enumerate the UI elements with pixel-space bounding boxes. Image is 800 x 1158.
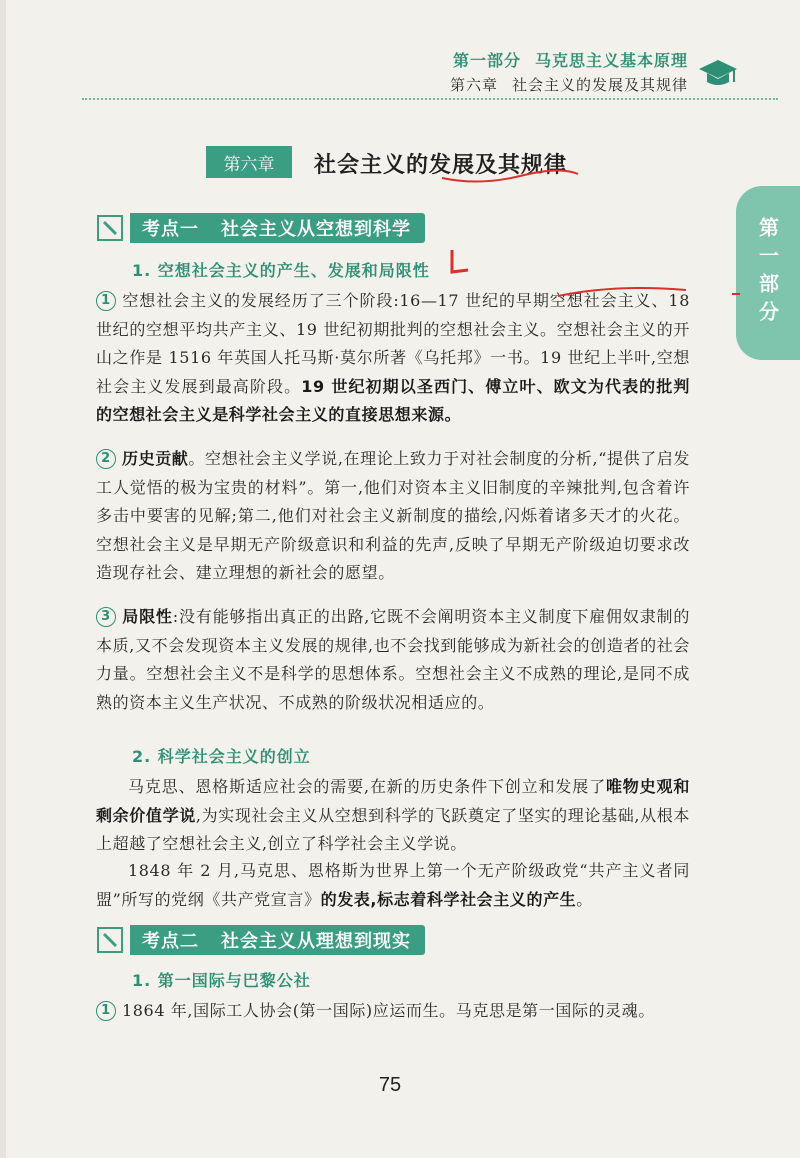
paragraph-text: 1864 年,国际工人协会(第一国际)应运而生。马克思是第一国际的灵魂。 [122, 1001, 655, 1020]
section-heading: 1. 第一国际与巴黎公社 [132, 971, 311, 990]
side-tab-label: 第一部分 [755, 217, 780, 329]
section-heading: 2. 科学社会主义的创立 [132, 747, 311, 766]
part-title: 马克思主义基本原理 [534, 51, 688, 70]
paragraph-historical-contribution [96, 445, 690, 588]
paragraph-bold: 的发表,标志着科学社会主义的产生 [320, 889, 577, 909]
running-header-part [439, 48, 688, 71]
exam-point-2 [96, 924, 425, 956]
graduation-cap-icon [698, 56, 738, 90]
paragraph-text: 马克思、恩格斯适应社会的需要,在新的历史条件下创立和发展了 [128, 777, 606, 796]
header-chapter-number: 第六章 [449, 76, 498, 94]
header-divider [82, 98, 778, 100]
chapter-title: 社会主义的发展及其规律 [314, 152, 568, 178]
paragraph-bold: 19 世纪初期以圣西门、傅立叶、欧文为代表的批判的空想社会主义是科学社会主义的直接思想来源。 [96, 376, 690, 424]
chapter-badge: 第六章 [206, 146, 292, 178]
exam-point-label: 考点二 [142, 931, 199, 952]
exam-point-1 [96, 212, 425, 244]
part-side-tab [736, 186, 800, 360]
part-number: 第一部分 [452, 51, 521, 70]
page-edge [0, 0, 6, 1158]
paragraph-manifesto [96, 857, 690, 914]
pencil-note-icon [96, 214, 124, 242]
exam-point-title: 社会主义从理想到现实 [221, 931, 411, 952]
paragraph-limitations [96, 603, 690, 717]
page-number: 75 [378, 1074, 402, 1096]
pen-mark-l [446, 248, 472, 276]
exam-point-bar [130, 213, 425, 243]
circled-number: 1 [96, 1001, 116, 1021]
paragraph-first-international [96, 997, 690, 1026]
pencil-note-icon [96, 926, 124, 954]
paragraph-bold: 局限性 [122, 607, 173, 626]
paragraph-text: 。空想社会主义学说,在理论上致力于对社会制度的分析,“提供了启发工人觉悟的极为宝贵的材料”。第一,他们对资本主义旧制度的辛辣批判,包含着许多击中要害的见解;第二,他们对社会主义新制度的描绘,闪烁着诸多天才的火花。空想社会主义是早期无产阶级意识和利益的先声,反映了早期无产阶级迫切要求改造现存社会、建立理想的新社会的愿望。 [96, 449, 690, 582]
paragraph-scientific-founding [96, 773, 690, 859]
circled-number: 3 [96, 607, 116, 627]
paragraph-text: 1848 年 2 月,马克思、恩格斯为世界上第一个无产阶级政党“共产主义者同盟”所写的党纲《共产党宣言》 [96, 861, 690, 909]
circled-number: 1 [96, 291, 116, 311]
paragraph-text: :没有能够指出真正的出路,它既不会阐明资本主义制度下雇佣奴隶制的本质,又不会发现资本主义发展的规律,也不会找到能够成为新社会的创造者的社会力量。空想社会主义不是科学的思想体系。空想社会主义不成熟的理论,是同不成熟的资本主义生产状况、不成熟的阶级状况相适应的。 [96, 607, 690, 712]
paragraph-bold: 历史贡献 [122, 449, 189, 468]
section-heading: 1. 空想社会主义的产生、发展和局限性 [132, 261, 430, 280]
paragraph-text: ,为实现社会主义从空想到科学的飞跃奠定了坚实的理论基础,从根本上超越了空想社会主义,创立了科学社会主义学说。 [96, 805, 690, 853]
pen-underline-mark [440, 166, 580, 186]
paragraph-text: 。 [576, 889, 593, 909]
paragraph-text: 空想社会主义的发展经历了三个阶段:16—17 世纪的早期空想社会主义、18 世纪的空想平均共产主义、19 世纪初期批判的空想社会主义。空想社会主义的开山之作是 1516 年英国人托马斯·莫尔所著《乌托邦》一书。19 世纪上半叶,空想社会主义发展到最高阶段。 [96, 291, 690, 396]
exam-point-title: 社会主义从空想到科学 [221, 219, 411, 240]
circled-number: 2 [96, 449, 116, 469]
paragraph-bold: 唯物史观和剩余价值学说 [96, 777, 690, 825]
header-chapter-title: 社会主义的发展及其规律 [511, 76, 688, 94]
exam-point-label: 考点一 [142, 219, 199, 240]
running-header-chapter [436, 74, 688, 95]
paragraph-utopian-stages [96, 287, 690, 430]
exam-point-bar [130, 925, 425, 955]
pen-underline-mark [556, 282, 746, 302]
